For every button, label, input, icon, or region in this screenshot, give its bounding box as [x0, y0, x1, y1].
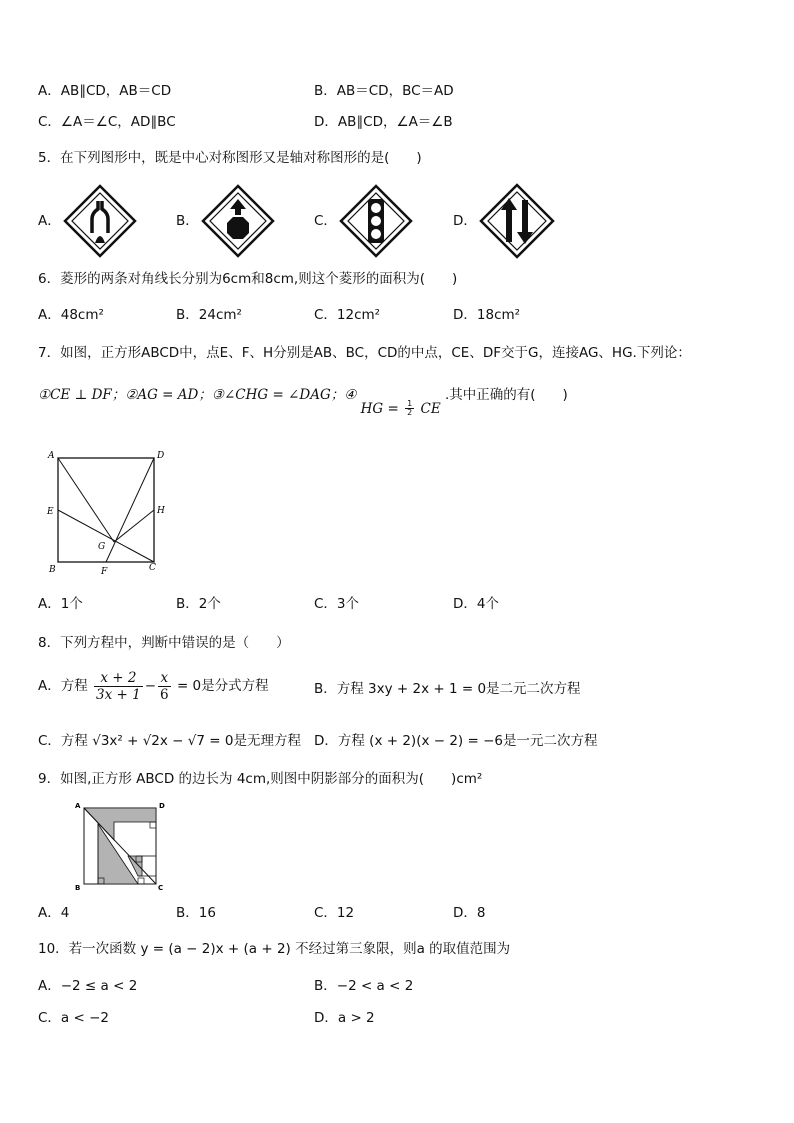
q9-option-c: C．12 [314, 905, 355, 921]
q9-option-a: A．4 [38, 905, 70, 921]
q8-a-minus: − [144, 678, 157, 694]
q5-label-c: C． [314, 213, 337, 229]
q5-label-d: D． [453, 213, 477, 229]
fig7-label-e: E [47, 507, 54, 517]
q5-label-a: A． [38, 213, 61, 229]
q9-stem: 9．如图,正方形 ABCD 的边长为 4cm,则图中阴影部分的面积为( )cm² [38, 771, 483, 787]
q9-shaded-square-figure [74, 800, 166, 894]
q7-option-b: B．2个 [176, 596, 221, 612]
merging-roads-sign-icon [62, 183, 138, 259]
fig9-label-b: B [75, 884, 81, 892]
q8-option-d: D．方程 (x + 2)(x − 2) = −6是一元二次方程 [314, 733, 598, 749]
two-way-traffic-sign-icon [478, 182, 556, 260]
q8-option-b: B．方程 3xy + 2x + 1 = 0是二元二次方程 [314, 681, 581, 697]
q7-claim4-rhs: CE [420, 401, 441, 417]
q10-option-d: D．a > 2 [314, 1010, 375, 1026]
fig7-label-h: H [157, 506, 165, 516]
fig9-label-c: C [158, 884, 164, 892]
q8-a-num2: x [158, 670, 171, 687]
q8-a-fraction-2 [158, 670, 171, 703]
q4-option-c: C．∠A＝∠C，AD∥BC [38, 114, 176, 130]
q7-claims [38, 386, 568, 418]
q8-option-a [38, 668, 269, 704]
fig7-label-d: D [157, 451, 165, 461]
stop-ahead-sign-icon [200, 183, 276, 259]
q4-option-a: A．AB∥CD，AB＝CD [38, 83, 172, 99]
q7-frac-num: 1 [407, 399, 413, 408]
q8-a-den1: 3x + 1 [96, 686, 141, 703]
q7-frac-den: 2 [407, 408, 413, 417]
fig7-label-b: B [49, 565, 56, 575]
q7-option-d: D．4个 [453, 596, 499, 612]
q6-option-a: A．48cm² [38, 307, 104, 323]
q10-option-a: A．−2 ≤ a < 2 [38, 978, 138, 994]
q9-option-d: D．8 [453, 905, 486, 921]
q10-stem: 10．若一次函数 y = (a − 2)x + (a + 2) 不经过第三象限，则a 的取值范围为 [38, 941, 511, 957]
q7-claims-suffix: .其中正确的有( ) [444, 387, 568, 403]
traffic-light-sign-icon [338, 183, 414, 259]
q5-stem: 5．在下列图形中，既是中心对称图形又是轴对称图形的是( ) [38, 150, 422, 166]
q6-option-c: C．12cm² [314, 307, 381, 323]
q6-option-d: D．18cm² [453, 307, 521, 323]
q7-half-fraction [405, 400, 414, 417]
q5-label-b: B． [176, 213, 199, 229]
q4-option-d: D．AB∥CD，∠A＝∠B [314, 114, 453, 130]
q8-a-den2: 6 [160, 686, 169, 703]
q7-claims-prefix: ①CE ⊥ DF；②AG = AD；③∠CHG = ∠DAG；④ [38, 387, 357, 403]
q7-option-c: C．3个 [314, 596, 360, 612]
q6-option-b: B．24cm² [176, 307, 242, 323]
fig7-label-c: C [149, 563, 156, 573]
fig7-label-g: G [98, 542, 106, 552]
q6-stem: 6．菱形的两条对角线长分别为6cm和8cm,则这个菱形的面积为( ) [38, 271, 458, 287]
q7-square-figure [44, 448, 168, 576]
fig9-label-d: D [159, 802, 165, 810]
q9-option-b: B．16 [176, 905, 216, 921]
q7-stem: 7．如图，正方形ABCD中，点E、F、H分别是AB、BC，CD的中点，CE、DF交于G，连接AG、HG.下列论： [38, 345, 691, 361]
q8-option-c: C．方程 √3x² + √2x − √7 = 0是无理方程 [38, 733, 301, 749]
fig7-label-f: F [101, 567, 108, 577]
q7-claim4-lhs: HG = [360, 401, 399, 417]
q8-a-suffix: = 0是分式方程 [176, 678, 269, 694]
q7-option-a: A．1个 [38, 596, 83, 612]
q8-a-fraction-1 [94, 670, 143, 703]
q10-option-c: C．a < −2 [38, 1010, 109, 1026]
q8-a-num1: x + 2 [94, 670, 143, 687]
q8-a-prefix: A．方程 [38, 678, 88, 694]
q4-option-b: B．AB＝CD，BC＝AD [314, 83, 454, 99]
fig7-label-a: A [48, 451, 55, 461]
fig9-label-a: A [75, 802, 81, 810]
q8-stem: 8．下列方程中，判断中错误的是（ ） [38, 635, 290, 651]
q10-option-b: B．−2 < a < 2 [314, 978, 414, 994]
